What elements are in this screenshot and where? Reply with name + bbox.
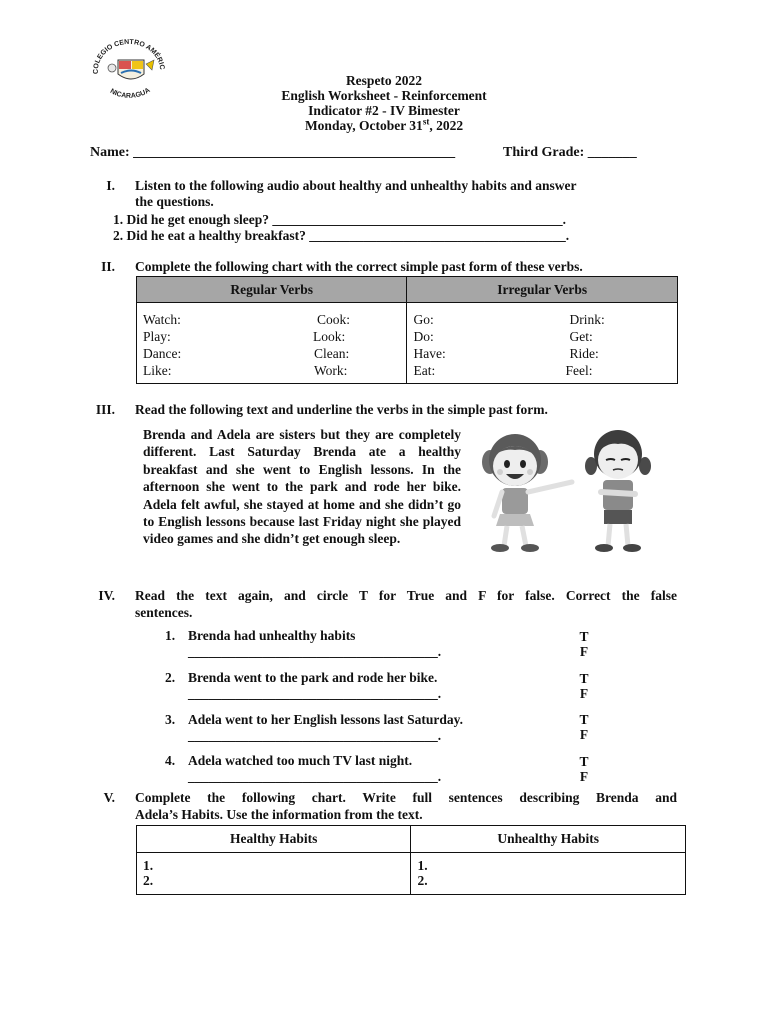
section-2-instruction: Complete the following chart with the correct simple past form of these verbs. — [135, 259, 583, 274]
verb-label: Clean: — [314, 346, 350, 361]
irregular-verbs-cell — [407, 303, 678, 384]
section-1-question-1: 1. Did he get enough sleep? ___________________________________________. — [113, 212, 567, 227]
healthy-habits-header: Healthy Habits — [137, 826, 411, 853]
section-5-instruction-line2: Adela’s Habits. Use the information from the text. — [135, 807, 423, 822]
healthy-habits-cell[interactable] — [137, 853, 411, 895]
verb-label: Look: — [313, 329, 346, 344]
verb-label: Do: — [413, 329, 434, 344]
true-option[interactable]: T — [579, 629, 589, 644]
verbs-chart — [136, 276, 678, 384]
section-1-question-2: 2. Did he eat a healthy breakfast? ______________________________________. — [113, 228, 570, 243]
false-option[interactable]: F — [579, 727, 589, 742]
true-option[interactable]: T — [579, 754, 589, 769]
unhealthy-habits-header: Unhealthy Habits — [411, 826, 686, 853]
verb-label: Drink: — [569, 312, 605, 327]
irregular-verbs-header: Irregular Verbs — [407, 277, 678, 303]
verb-label: Dance: — [143, 346, 182, 361]
tf-item-statement: Brenda went to the park and rode her bike. — [188, 670, 438, 685]
false-option[interactable]: F — [579, 644, 589, 659]
section-5-instruction-line1: Complete the following chart. Write full sentences describing Brenda and — [135, 790, 677, 805]
regular-verbs-cell — [137, 303, 407, 384]
section-1-instruction-line1: Listen to the following audio about healthy and unhealthy habits and answer — [135, 178, 577, 193]
tf-item-number: 4. — [165, 753, 176, 768]
tf-item-answer-line: _____________________________________. — [188, 644, 442, 659]
tf-item-statement: Adela went to her English lessons last Saturday. — [188, 712, 464, 727]
worksheet-title: English Worksheet - Reinforcement — [281, 88, 487, 103]
healthy-item-number: 1. — [143, 858, 154, 874]
grumpy-girl-icon — [585, 430, 651, 552]
section-3-instruction: Read the following text and underline the verbs in the simple past form. — [135, 402, 548, 417]
verb-label: Get: — [569, 329, 593, 344]
verb-label: Watch: — [143, 312, 181, 327]
habits-chart — [136, 825, 686, 895]
happy-girl-icon — [482, 434, 572, 552]
tf-item-number: 1. — [165, 628, 176, 643]
tf-item-answer-line: _____________________________________. — [188, 686, 442, 701]
sisters-illustration — [476, 422, 660, 554]
healthy-item-number: 2. — [143, 873, 154, 889]
verb-label: Have: — [413, 346, 446, 361]
tf-item-number: 3. — [165, 712, 176, 727]
section-4-instruction-line2: sentences. — [135, 605, 193, 620]
worksheet-theme: Respeto 2022 — [345, 73, 423, 88]
tf-item-answer-line: _____________________________________. — [188, 728, 442, 743]
verb-label: Work: — [314, 363, 348, 378]
grade-field-label: Third Grade: _______ — [503, 145, 637, 160]
section-5-number: V. — [103, 790, 115, 805]
tf-item-statement: Brenda had unhealthy habits — [188, 628, 356, 643]
worksheet-date: Monday, October 31st, 2022 — [304, 116, 464, 133]
tf-item-number: 2. — [165, 670, 176, 685]
svg-text:NICARAGUA: NICARAGUA — [108, 86, 152, 100]
false-option[interactable]: F — [579, 686, 589, 701]
section-2-number: II. — [101, 259, 115, 274]
false-option[interactable]: F — [579, 769, 589, 784]
section-4-instruction-line1: Read the text again, and circle T for True and F for false. Correct the false — [135, 588, 677, 603]
unhealthy-item-number: 2. — [417, 873, 428, 889]
tf-item-statement: Adela watched too much TV last night. — [188, 753, 413, 768]
worksheet-indicator: Indicator #2 - IV Bimester — [308, 103, 460, 118]
svg-text:COLEGIO CENTRO AMÉRICA: COLEGIO CENTRO AMÉRIC — [92, 38, 166, 75]
tf-item-answer-line: _____________________________________. — [188, 769, 442, 784]
section-4-number: IV. — [98, 588, 115, 603]
unhealthy-item-number: 1. — [417, 858, 428, 874]
regular-verbs-header: Regular Verbs — [137, 277, 407, 303]
unhealthy-habits-cell[interactable] — [411, 853, 686, 895]
verb-label: Play: — [143, 329, 171, 344]
verb-label: Like: — [143, 363, 172, 378]
verb-label: Go: — [413, 312, 434, 327]
verb-label: Feel: — [565, 363, 593, 378]
section-1-number: I. — [106, 178, 115, 193]
section-1-instruction-line2: the questions. — [135, 194, 214, 209]
true-option[interactable]: T — [579, 671, 589, 686]
name-field-label: Name: ______________________________________________ — [90, 145, 456, 160]
verb-label: Cook: — [317, 312, 351, 327]
reading-text: Brenda and Adela are sisters but they are completely different. Last Saturday Brenda ate a healthy breakfast and she went to English lessons. In the afternoon she went to the park and rode her bike. Adela felt awful, she stayed at home and she didn’t go to English lessons because last Friday night she played video games and she didn’t get enough sleep. — [143, 427, 461, 547]
true-option[interactable]: T — [579, 712, 589, 727]
verb-label: Ride: — [569, 346, 599, 361]
section-3-number: III. — [95, 402, 115, 417]
verb-label: Eat: — [413, 363, 436, 378]
